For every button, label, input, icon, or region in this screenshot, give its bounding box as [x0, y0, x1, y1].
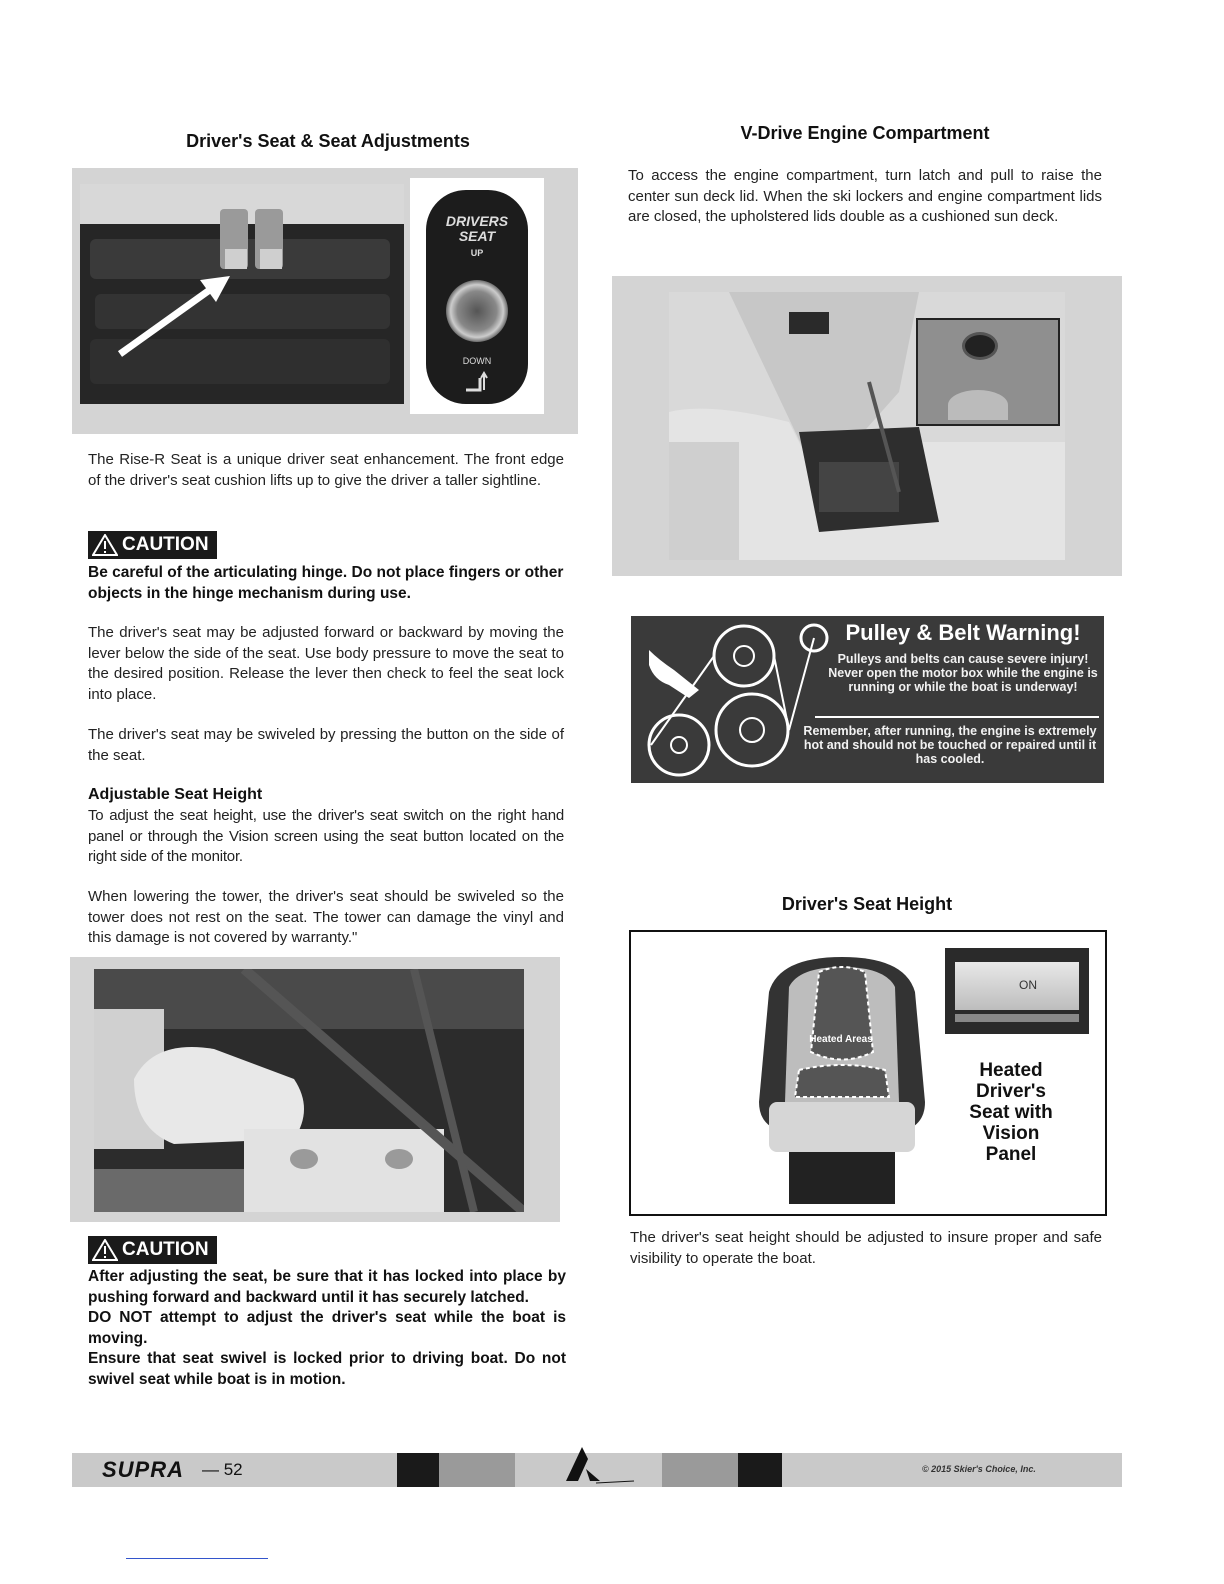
seat-tower-photo — [94, 969, 524, 1212]
caution-badge-1 — [88, 531, 217, 559]
caution-2-line2: DO NOT attempt to adjust the driver's seat while the boat is moving. — [88, 1309, 566, 1347]
heated-seat-panel — [629, 930, 1107, 1216]
engine-access-text: To access the engine compartment, turn latch and pull to raise the center sun deck lid. When the ski lockers and engine compartment lids are closed, the upholstered lids double as a cushioned sun deck. — [628, 167, 1102, 225]
seat-height-text: The driver's seat height should be adjusted to insure proper and safe visibility to operate the boat. — [630, 1229, 1102, 1267]
footer-copyright: © 2015 Skier's Choice, Inc. — [922, 1464, 1036, 1474]
caution-text-1: Be careful of the articulating hinge. Do not place fingers or other objects in the hinge mechanism during use. — [88, 564, 564, 602]
switch-label-up: UP — [470, 248, 484, 258]
seat-tower-photo-panel — [70, 957, 560, 1222]
footer-link-underline — [126, 1558, 268, 1559]
heat-on-label: ON — [1019, 978, 1037, 992]
latch-inset-photo — [916, 318, 1060, 426]
warning-title: Pulley & Belt Warning! — [845, 620, 1081, 645]
switch-label-down: DOWN — [462, 356, 492, 366]
seat-hinge-photo — [80, 184, 404, 404]
switch-knob — [446, 280, 508, 342]
footer-block-gray-right — [662, 1453, 738, 1487]
caution-2-line3: Ensure that seat swivel is locked prior to driving boat. Do not swivel seat while boat is in motion. — [88, 1350, 566, 1388]
footer-block-gray-left — [439, 1453, 515, 1487]
footer-page-number: — 52 — [202, 1460, 243, 1479]
heated-areas-label: Heated Areas — [809, 1034, 873, 1045]
adjustable-height-heading: Adjustable Seat Height — [88, 786, 263, 803]
seat-swivel-text: The driver's seat may be swiveled by pressing the button on the side of the seat. — [88, 726, 564, 764]
seat-switch-photo — [410, 178, 544, 414]
warning-text-1: Pulleys and belts can cause severe injury! Never open the motor box while the engine is running or while the boat is underway! — [828, 652, 1098, 694]
warning-divider — [815, 716, 1099, 718]
page-footer — [72, 1453, 1122, 1487]
adjustable-height-text: To adjust the seat height, use the driver's seat switch on the right hand panel or through the Vision screen using the seat button located on the right side of the monitor. — [88, 807, 564, 865]
engine-photo-panel — [612, 276, 1122, 576]
warning-triangle-icon — [92, 534, 118, 556]
footer-block-dark-right — [738, 1453, 782, 1487]
latch-icon — [962, 332, 998, 360]
heated-seat-photo — [749, 952, 935, 1204]
tower-warning-text: When lowering the tower, the driver's seat should be swiveled so the tower does not rest on the seat. The tower can damage the vinyl and this damage is not covered by warranty." — [88, 888, 564, 946]
caution-label-1: CAUTION — [122, 534, 209, 555]
footer-brand: SUPRA — [102, 1457, 185, 1482]
section-heading-drivers-seat: Driver's Seat & Seat Adjustments — [186, 131, 470, 151]
pulley-belt-warning-label — [631, 616, 1104, 783]
caution-badge-2 — [88, 1236, 217, 1264]
section-heading-engine: V-Drive Engine Compartment — [740, 123, 990, 143]
supra-logo-icon — [560, 1439, 640, 1487]
switch-label-line2: SEAT — [458, 228, 496, 244]
rise-r-seat-text: The Rise-R Seat is a unique driver seat enhancement. The front edge of the driver's seat cushion lifts up to give the driver a taller sightline. — [88, 451, 564, 489]
seat-switch-plate — [426, 190, 528, 404]
seat-adjust-text: The driver's seat may be adjusted forward or backward by moving the lever below the side of the seat. Use body pressure to move the seat to the desired position. Release the lever then check to feel the seat lock into place. — [88, 624, 564, 703]
vision-panel-screen — [945, 948, 1089, 1034]
switch-label-line1: DRIVERS — [445, 213, 509, 229]
caution-2-line1: After adjusting the seat, be sure that it has locked into place by pushing forward and backward until it has securely latched. — [88, 1268, 566, 1306]
heated-seat-caption: Heated Driver's Seat with Vision Panel — [969, 1060, 1053, 1165]
footer-block-dark-left — [397, 1453, 439, 1487]
warning-text-2: Remember, after running, the engine is extremely hot and should not be touched or repaired until it has cooled. — [803, 724, 1097, 766]
seat-photo-panel — [72, 168, 578, 434]
seat-height-icon — [462, 370, 492, 394]
caution-label-2: CAUTION — [122, 1239, 209, 1260]
caution-text-2 — [88, 1267, 566, 1390]
section-heading-seat-height: Driver's Seat Height — [781, 894, 953, 914]
warning-triangle-icon — [92, 1239, 118, 1261]
